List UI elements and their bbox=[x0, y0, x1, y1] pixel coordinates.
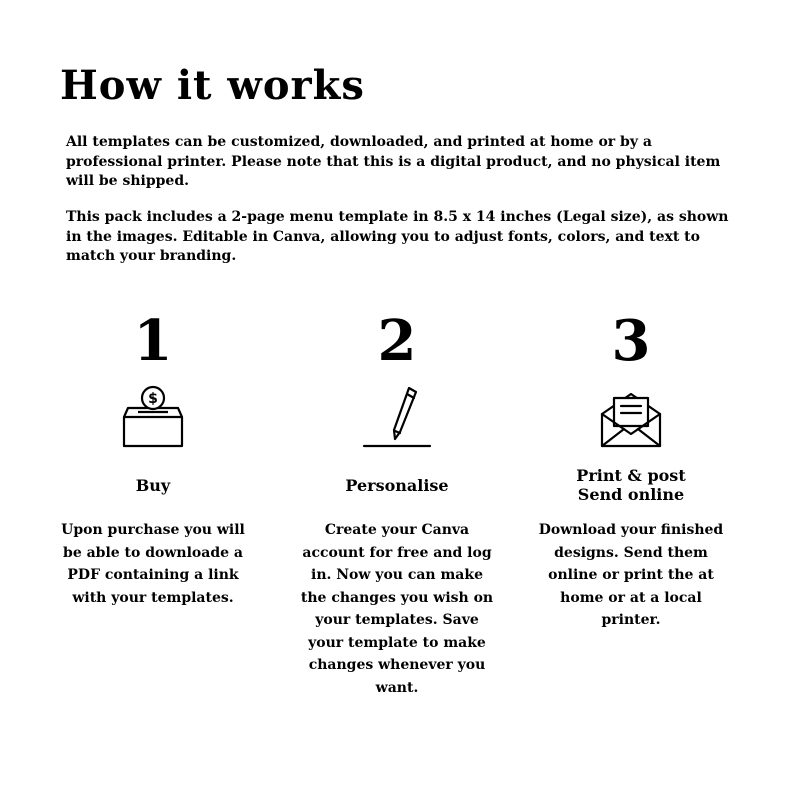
step-heading-line-1: Print & post bbox=[576, 466, 686, 485]
svg-text:$: $ bbox=[148, 391, 158, 407]
step-number: 2 bbox=[377, 308, 417, 374]
step-personalise bbox=[272, 300, 522, 699]
step-heading-line-2: Send online bbox=[577, 485, 685, 504]
step-description: Download your finished designs. Send them online or print the at home or at a local printer. bbox=[538, 522, 724, 628]
step-heading: Personalise bbox=[345, 476, 449, 495]
intro-paragraph-2: This pack includes a 2-page menu template in 8.5 x 14 inches (Legal size), as shown in the images. Editable in Canva, allowing you to adjust fonts, colors, and text to match your branding. bbox=[66, 209, 729, 264]
step-print-post bbox=[506, 300, 756, 632]
page-title: How it works bbox=[60, 62, 365, 109]
intro-paragraph-1: All templates can be customized, downloaded, and printed at home or by a professional printer. Please note that this is a digital product, and no physical item will be shipped. bbox=[66, 134, 721, 189]
step-description: Create your Canva account for free and log in. Now you can make the changes you wish on your templates. Save your template to make changes whenever you want. bbox=[300, 522, 494, 696]
step-buy bbox=[28, 300, 278, 609]
cash-box-icon bbox=[118, 384, 188, 454]
step-number: 1 bbox=[133, 308, 173, 374]
step-number: 3 bbox=[611, 308, 651, 374]
pencil-icon bbox=[362, 384, 432, 454]
envelope-icon bbox=[596, 384, 666, 454]
step-description: Upon purchase you will be able to downloade a PDF containing a link with your templates. bbox=[61, 522, 245, 606]
step-heading: Buy bbox=[135, 476, 171, 495]
